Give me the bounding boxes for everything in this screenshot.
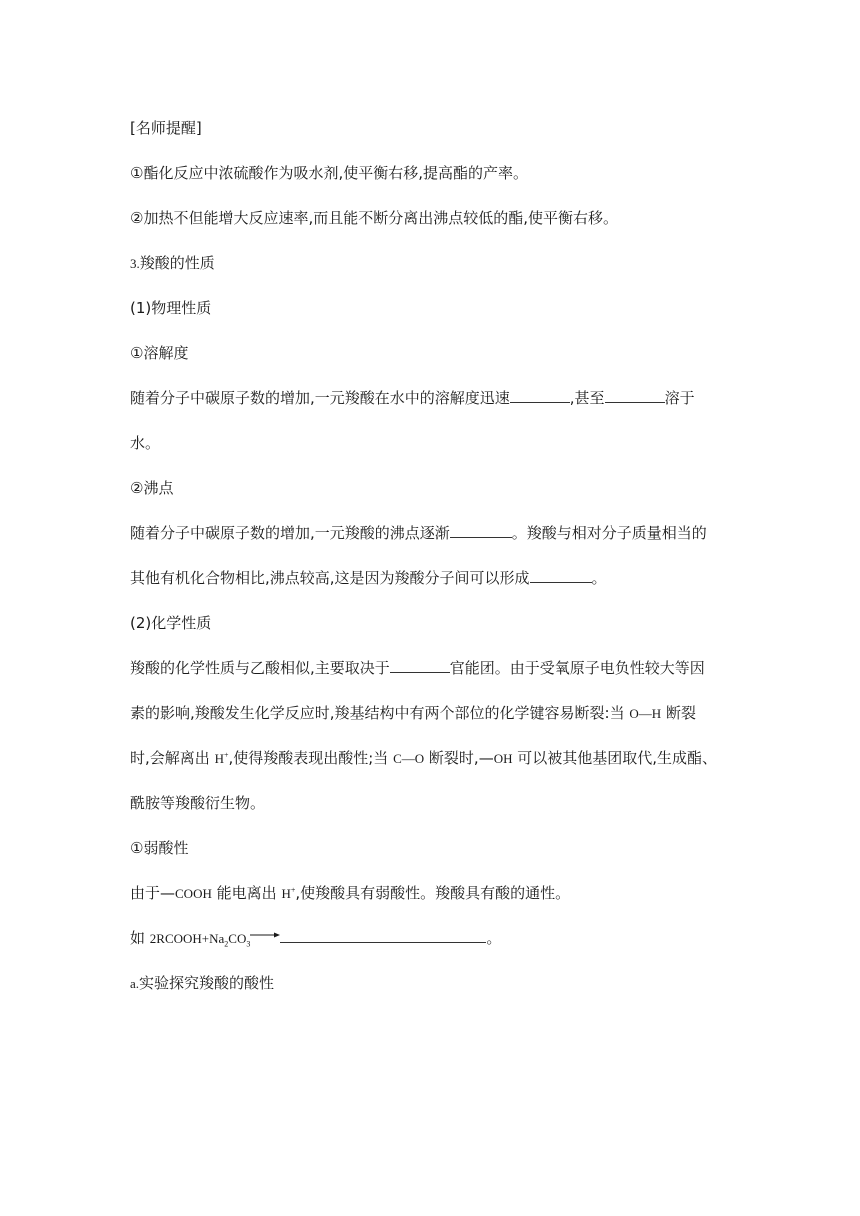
hydrogen-ion: H+ [214, 750, 229, 766]
hydrogen-ion: H+ [281, 885, 296, 901]
hydroxyl-group: OH [493, 751, 513, 766]
carboxyl-group: COOH [175, 886, 212, 901]
chemical-properties-heading: (2)化学性质 [130, 614, 212, 632]
text-segment: 断裂时,— [428, 749, 494, 767]
text-segment: 官能团。由于受氧原子电负性较大等因 [449, 659, 705, 677]
experiment-heading [130, 973, 274, 994]
fill-in-blank[interactable] [450, 523, 512, 538]
fill-in-blank[interactable] [530, 568, 592, 583]
text-segment: 如 [130, 929, 146, 947]
fill-in-blank[interactable] [390, 658, 450, 673]
reaction-equation-line [130, 928, 501, 949]
text-segment: 其他有机化合物相比,沸点较高,这是因为羧酸分子间可以形成 [130, 569, 530, 587]
text-segment: 。羧酸与相对分子质量相当的 [511, 524, 707, 542]
weak-acidity-heading: ①弱酸性 [130, 839, 189, 857]
chemical-properties-text [130, 658, 705, 678]
text-segment: 断裂 [665, 704, 696, 722]
text-segment: ,使羧酸具有弱酸性。羧酸具有酸的通性。 [295, 884, 571, 902]
chemical-properties-text-4: 酰胺等羧酸衍生物。 [130, 794, 266, 812]
solubility-heading: ①溶解度 [130, 344, 189, 362]
tip-2: ②加热不但能增大反应速率,而且能不断分离出沸点较低的酯,使平衡右移。 [130, 209, 618, 227]
weak-acidity-text [130, 883, 570, 904]
text-segment: 时,会解离出 [130, 749, 210, 767]
fill-in-blank[interactable] [605, 388, 665, 403]
section-title-text: 羧酸的性质 [139, 254, 215, 272]
text-segment: 溶于 [664, 389, 695, 407]
bond-o-h: O—H [629, 706, 662, 721]
fill-in-blank[interactable] [510, 388, 570, 403]
boiling-point-text [130, 523, 707, 543]
chemical-properties-text-2 [130, 703, 696, 724]
experiment-title: 实验探究羧酸的酸性 [139, 974, 275, 992]
boiling-point-heading: ②沸点 [130, 479, 174, 497]
physical-properties-heading: (1)物理性质 [130, 299, 212, 317]
section-number: 3. [130, 256, 140, 271]
solubility-text [130, 388, 695, 408]
section-3-title [130, 253, 215, 274]
text-segment: 羧酸的化学性质与乙酸相似,主要取决于 [130, 659, 390, 677]
text-segment: 随着分子中碳原子数的增加,一元羧酸在水中的溶解度迅速 [130, 389, 510, 407]
text-segment: 能电离出 [216, 884, 277, 902]
teacher-tip-heading: [名师提醒] [130, 119, 202, 137]
text-segment: 素的影响,羧酸发生化学反应时,羧基结构中有两个部位的化学键容易断裂:当 [130, 704, 625, 722]
fill-in-blank[interactable] [280, 928, 486, 943]
tip-1: ①酯化反应中浓硫酸作为吸水剂,使平衡右移,提高酯的产率。 [130, 164, 528, 182]
bond-c-o: C—O [393, 751, 425, 766]
boiling-point-text-cont [130, 568, 607, 588]
reaction-arrow-icon [250, 930, 280, 940]
text-segment: ,甚至 [569, 389, 605, 407]
text-segment: 。 [591, 569, 607, 587]
text-segment: 。 [486, 929, 502, 947]
text-segment: 由于— [130, 884, 176, 902]
solubility-text-cont: 水。 [130, 434, 161, 452]
text-segment: 随着分子中碳原子数的增加,一元羧酸的沸点逐渐 [130, 524, 450, 542]
chemical-properties-text-3 [130, 748, 717, 769]
text-segment: ,使得羧酸表现出酸性;当 [228, 749, 389, 767]
item-letter: a. [130, 976, 140, 991]
text-segment: 可以被其他基团取代,生成酯、 [517, 749, 718, 767]
reactants: $2RCOOH+Na_2CO_3$ [149, 931, 251, 949]
